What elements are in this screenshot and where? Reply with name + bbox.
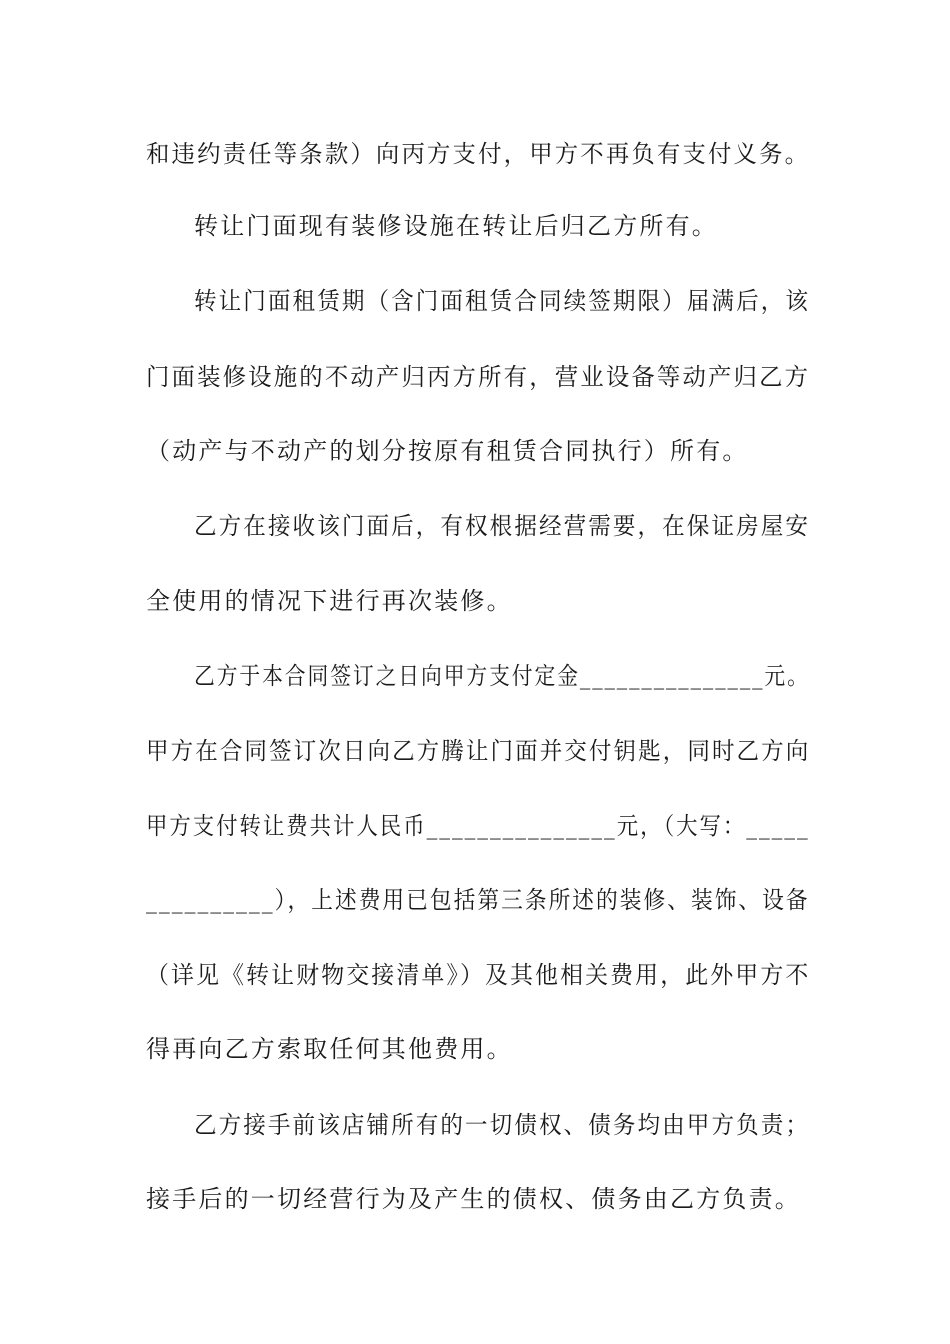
text-line: 乙方在接收该门面后，有权根据经营需要，在保证房屋安 [194,512,810,540]
text-line: 和违约责任等条款）向丙方支付，甲方不再负有支付义务。 [146,140,811,168]
text-line: 全使用的情况下进行再次装修。 [146,587,513,615]
text-line: 乙方接手前该店铺所有的一切债权、债务均由甲方负责； [194,1111,810,1139]
text-line: （详见《转让财物交接清单》）及其他相关费用，此外甲方不 [146,961,811,989]
text-line: __________），上述费用已包括第三条所述的装修、装饰、设备 [146,886,810,914]
text-line: （动产与不动产的划分按原有租赁合同执行）所有。 [146,437,749,465]
text-line: 乙方于本合同签订之日向甲方支付定金_______________元。 [194,662,810,690]
text-line: 得再向乙方索取任何其他费用。 [146,1035,513,1063]
text-line: 转让门面租赁期（含门面租赁合同续签期限）届满后，该 [194,287,810,315]
text-line: 接手后的一切经营行为及产生的债权、债务由乙方负责。 [146,1185,801,1213]
text-line: 转让门面现有装修设施在转让后归乙方所有。 [194,212,718,240]
text-line: 甲方在合同签订次日向乙方腾让门面并交付钥匙，同时乙方向 [146,737,811,765]
text-line: 门面装修设施的不动产归丙方所有，营业设备等动产归乙方 [146,363,811,391]
text-line: 甲方支付转让费共计人民币_______________元，（大写：_____ [146,812,810,840]
